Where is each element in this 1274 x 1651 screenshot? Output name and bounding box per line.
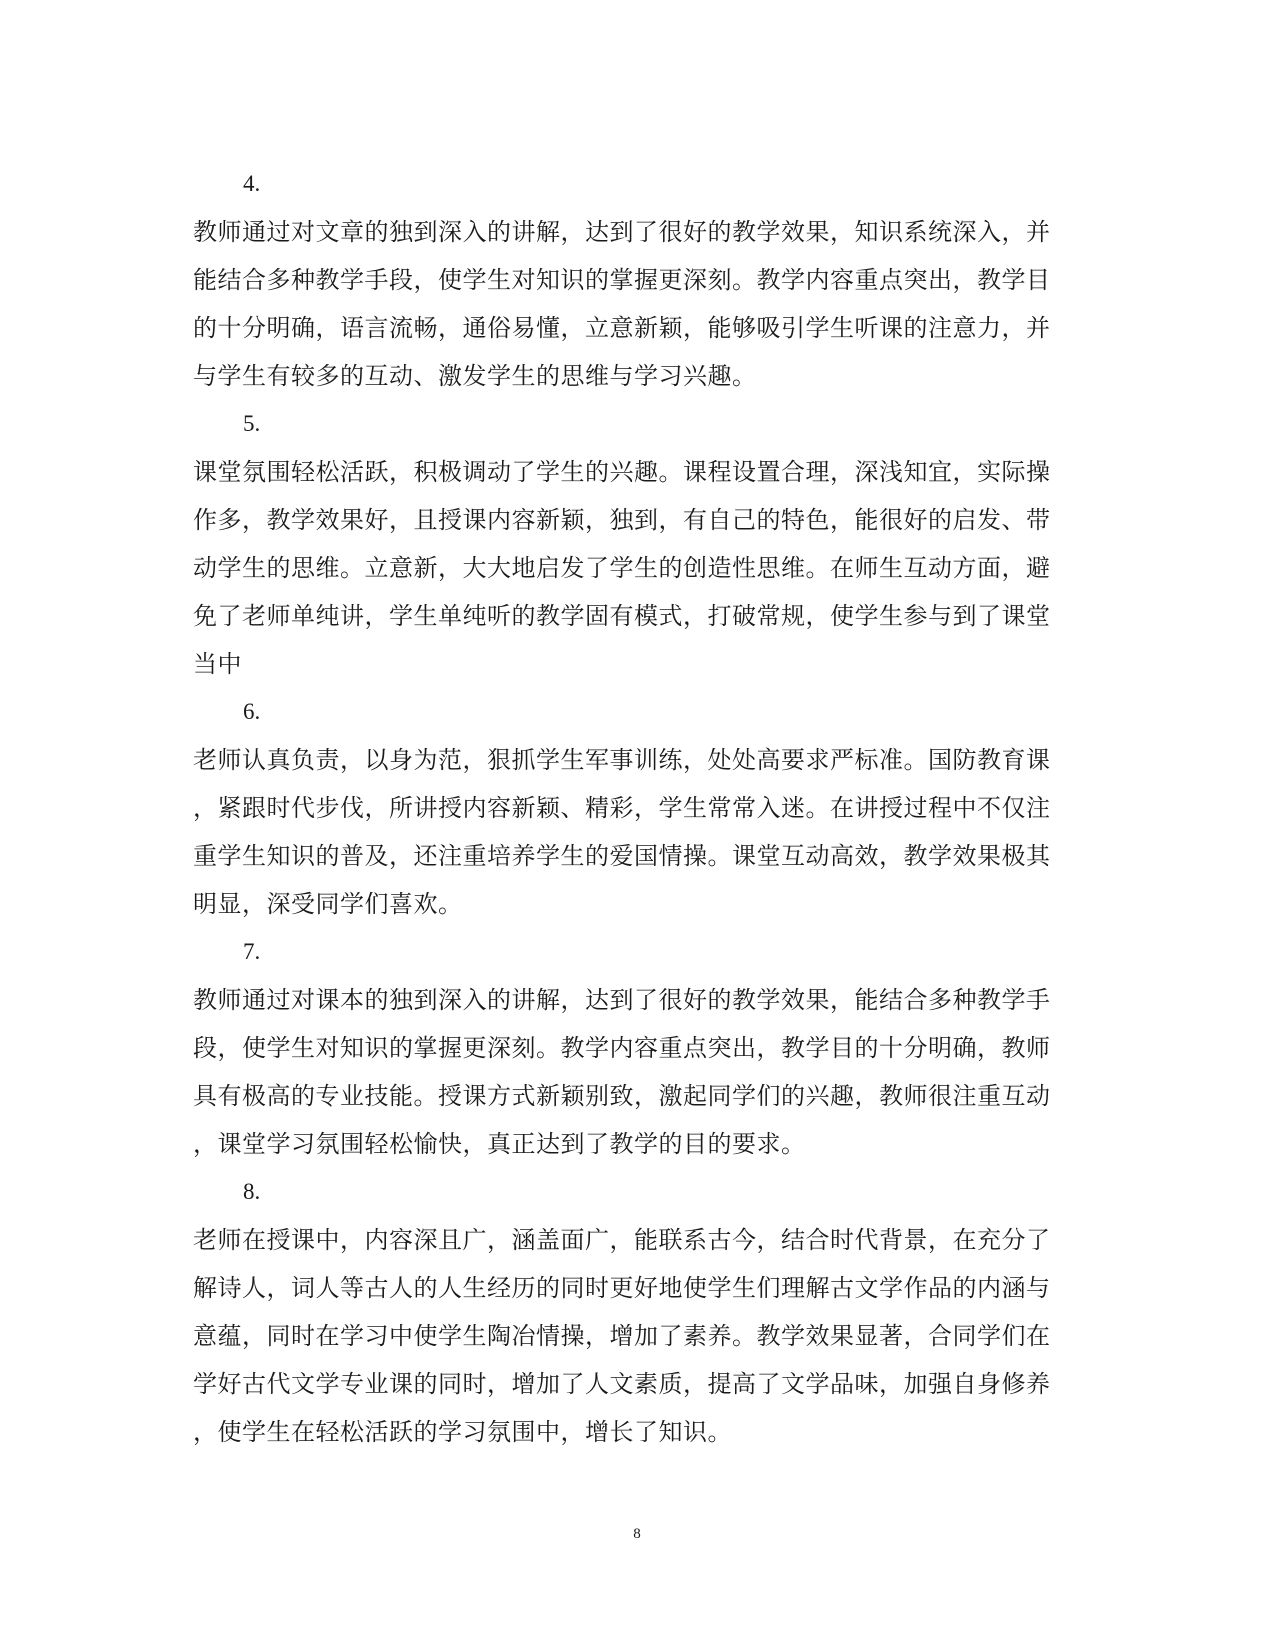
- paragraph-line: 作多，教学效果好，且授课内容新颖，独到，有自己的特色，能很好的启发、带: [193, 506, 1051, 534]
- paragraph-line: ，紧跟时代步伐，所讲授内容新颖、精彩，学生常常入迷。在讲授过程中不仅注: [193, 794, 1051, 822]
- section-6: [193, 688, 1073, 928]
- section-number: 8.: [243, 1179, 261, 1204]
- paragraph-line: 免了老师单纯讲，学生单纯听的教学固有模式，打破常规，使学生参与到了课堂: [193, 602, 1051, 630]
- paragraph-line: 具有极高的专业技能。授课方式新颖别致，激起同学们的兴趣，教师很注重互动: [193, 1082, 1051, 1110]
- paragraph-line: 课堂氛围轻松活跃，积极调动了学生的兴趣。课程设置合理，深浅知宜，实际操: [193, 458, 1051, 486]
- section-number: 7.: [243, 939, 261, 964]
- section-number: 4.: [243, 171, 261, 196]
- page-number: 8: [633, 1526, 641, 1542]
- paragraph-line: 学好古代文学专业课的同时，增加了人文素质，提高了文学品味，加强自身修养: [193, 1370, 1051, 1398]
- paragraph-line: 的十分明确，语言流畅，通俗易懂，立意新颖，能够吸引学生听课的注意力，并: [193, 314, 1051, 342]
- document-body: [193, 160, 1073, 1456]
- section-8: [193, 1168, 1073, 1456]
- paragraph-line: 能结合多种教学手段，使学生对知识的掌握更深刻。教学内容重点突出，教学目: [193, 266, 1051, 294]
- section-7: [193, 928, 1073, 1168]
- paragraph-line: 段，使学生对知识的掌握更深刻。教学内容重点突出，教学目的十分明确，教师: [193, 1034, 1051, 1062]
- paragraph-line: 重学生知识的普及，还注重培养学生的爱国情操。课堂互动高效，教学效果极其: [193, 842, 1051, 870]
- section-number: 6.: [243, 699, 261, 724]
- paragraph-line: 当中: [193, 650, 242, 678]
- paragraph-line: 明显，深受同学们喜欢。: [193, 890, 463, 918]
- section-5: [193, 400, 1073, 688]
- paragraph-line: 意蕴，同时在学习中使学生陶冶情操，增加了素养。教学效果显著，合同学们在: [193, 1322, 1051, 1350]
- section-number: 5.: [243, 411, 261, 436]
- paragraph-line: 教师通过对课本的独到深入的讲解，达到了很好的教学效果，能结合多种教学手: [193, 986, 1051, 1014]
- paragraph-line: 教师通过对文章的独到深入的讲解，达到了很好的教学效果，知识系统深入，并: [193, 218, 1051, 246]
- paragraph-line: 与学生有较多的互动、激发学生的思维与学习兴趣。: [193, 362, 757, 390]
- section-4: [193, 160, 1073, 400]
- paragraph-line: ，使学生在轻松活跃的学习氛围中，增长了知识。: [193, 1418, 732, 1446]
- paragraph-line: 动学生的思维。立意新，大大地启发了学生的创造性思维。在师生互动方面，避: [193, 554, 1051, 582]
- paragraph-line: 解诗人，词人等古人的人生经历的同时更好地使学生们理解古文学作品的内涵与: [193, 1274, 1051, 1302]
- paragraph-line: ，课堂学习氛围轻松愉快，真正达到了教学的目的要求。: [193, 1130, 806, 1158]
- paragraph-line: 老师在授课中，内容深且广，涵盖面广，能联系古今，结合时代背景，在充分了: [193, 1226, 1051, 1254]
- paragraph-line: 老师认真负责，以身为范，狠抓学生军事训练，处处高要求严标准。国防教育课: [193, 746, 1051, 774]
